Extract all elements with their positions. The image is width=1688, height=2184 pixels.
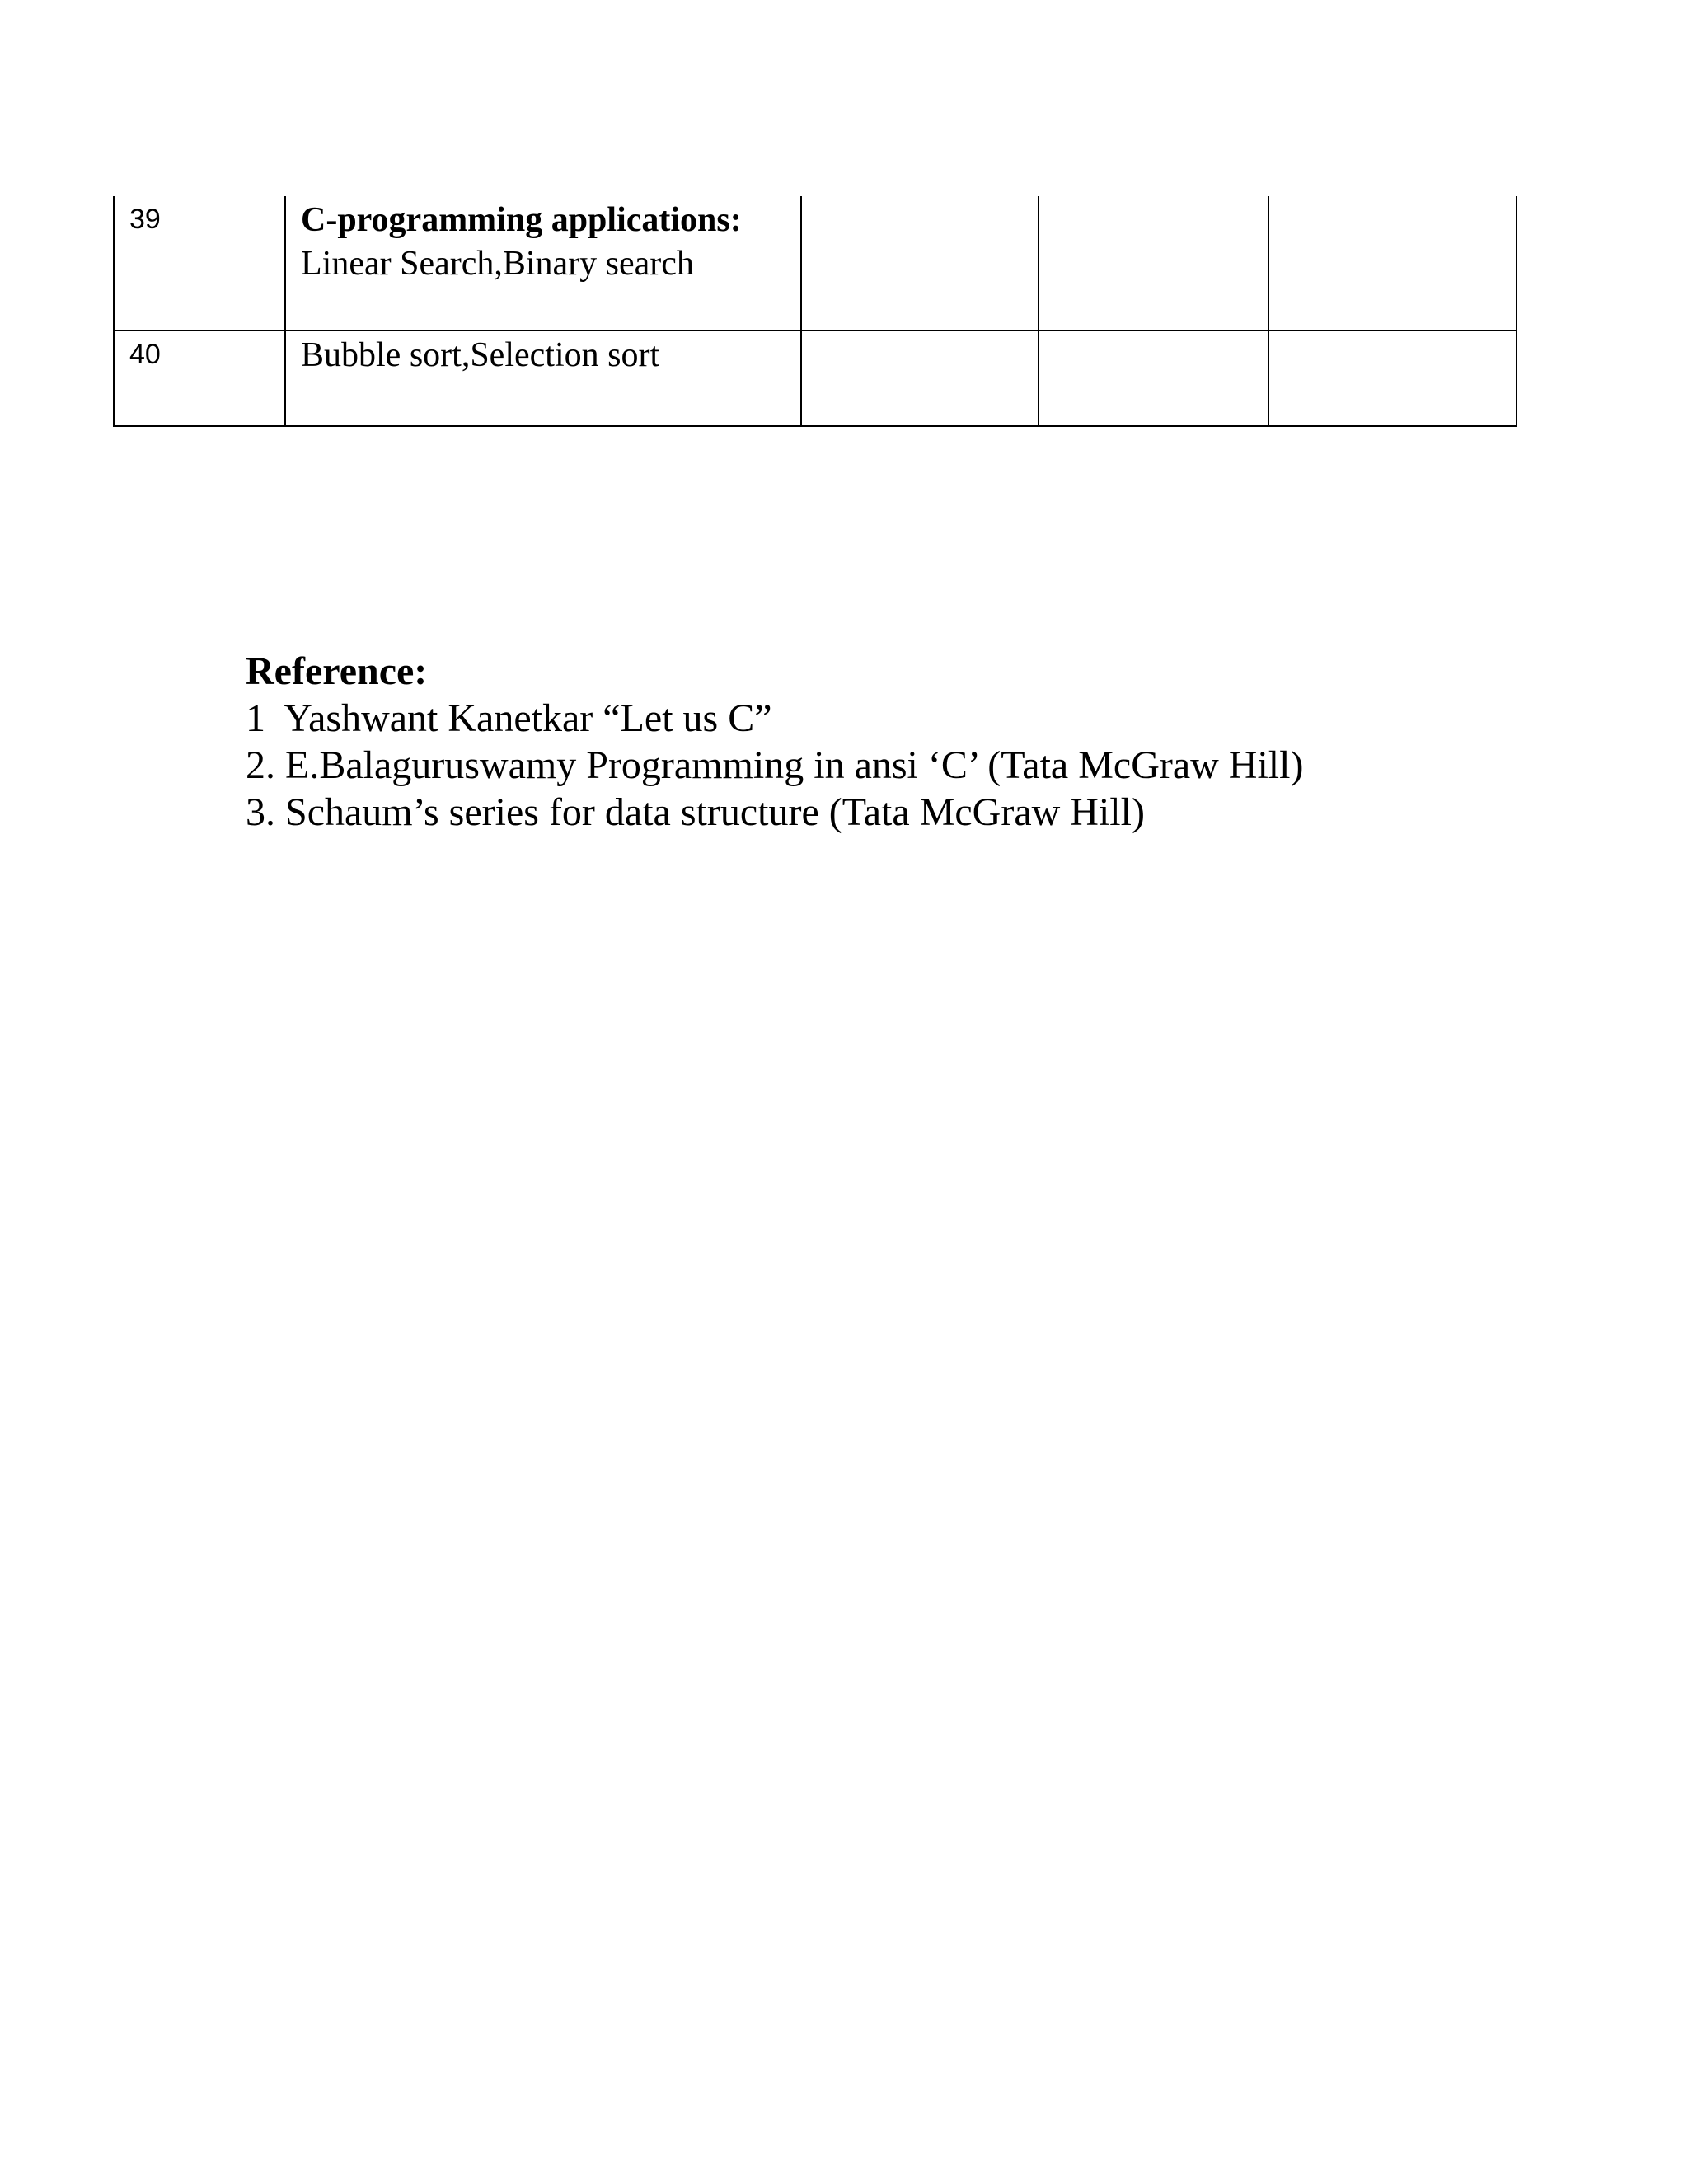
table-cell-empty: [801, 330, 1039, 426]
reference-item: 2. E.Balaguruswamy Programming in ansi ‘C’ (Tata McGraw Hill): [246, 743, 1304, 787]
table-row: [114, 330, 1517, 426]
table-cell-number: [114, 330, 285, 426]
lecture-number: 39: [129, 204, 161, 235]
table-cell-empty: [1039, 196, 1268, 330]
reference-section: [246, 648, 1482, 836]
table-cell-empty: [1268, 330, 1517, 426]
syllabus-table-wrapper: [113, 196, 1512, 427]
table-cell-empty: [801, 196, 1039, 330]
reference-item: 1 Yashwant Kanetkar “Let us C”: [246, 696, 772, 740]
lecture-number: 40: [129, 339, 161, 370]
table-cell-empty: [1268, 196, 1517, 330]
table-cell-empty: [1039, 330, 1268, 426]
topic-plain-text: Bubble sort,Selection sort: [301, 336, 660, 374]
reference-heading: Reference:: [246, 649, 428, 693]
table-row: [114, 196, 1517, 330]
reference-item: 3. Schaum’s series for data structure (Tata McGraw Hill): [246, 790, 1145, 834]
syllabus-table: [113, 196, 1517, 427]
topic-text: [286, 331, 800, 377]
topic-bold-text: C-programming applications:: [301, 201, 742, 239]
topic-text: [286, 196, 800, 286]
topic-plain-text: Linear Search,Binary search: [301, 245, 694, 283]
table-cell-number: [114, 196, 285, 330]
table-cell-topic: [285, 196, 801, 330]
table-cell-topic: [285, 330, 801, 426]
